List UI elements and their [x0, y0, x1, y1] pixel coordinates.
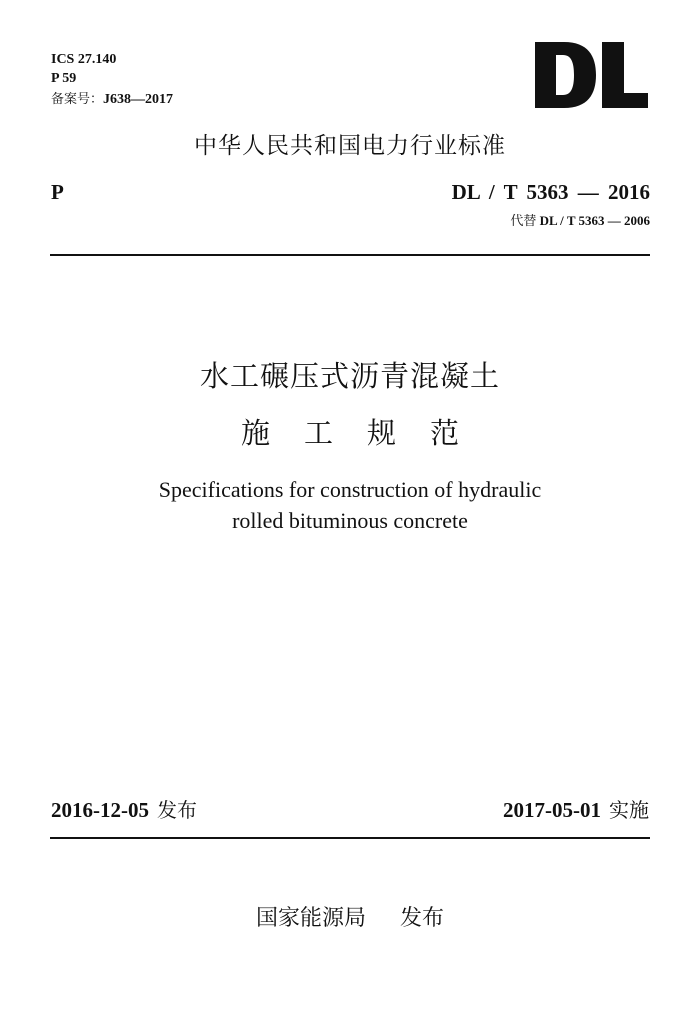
- top-divider: [50, 254, 650, 256]
- dl-logo: [530, 40, 650, 110]
- record-number: [51, 92, 173, 108]
- replaces-standard: [510, 213, 650, 230]
- implement-date-value: 2017-05-01: [503, 798, 601, 822]
- category-letter: P: [51, 180, 64, 204]
- implement-date: [503, 796, 649, 824]
- issue-date: [51, 796, 197, 824]
- bottom-divider: [50, 837, 650, 839]
- category-code: P 59: [51, 71, 77, 86]
- standard-number: DL / T 5363 — 2016: [451, 180, 650, 204]
- replaces-label: 代替: [510, 214, 537, 229]
- ics-code: ICS 27.140: [51, 52, 117, 67]
- publisher-action: 发布: [400, 906, 445, 931]
- industry-standard-title: 中华人民共和国电力行业标准: [194, 133, 506, 159]
- implement-date-label: 实施: [609, 798, 649, 822]
- publisher: [0, 904, 700, 934]
- dl-logo-d-shape: [535, 42, 596, 108]
- title-zh-line1: 水工碾压式沥青混凝土: [199, 359, 500, 393]
- dl-logo-l-shape: [602, 42, 648, 108]
- record-number-label: 备案号：: [51, 92, 104, 107]
- publisher-name: 国家能源局: [255, 906, 366, 931]
- record-number-value: J638—2017: [103, 92, 174, 107]
- title-en-line2: rolled bituminous concrete: [232, 508, 468, 533]
- title-en-line1: Specifications for construction of hydraulic: [158, 477, 542, 502]
- issue-date-value: 2016-12-05: [51, 798, 149, 822]
- replaces-number: DL / T 5363 — 2006: [536, 213, 650, 228]
- title-zh-line2: 施工规范: [240, 416, 493, 450]
- issue-date-label: 发布: [157, 798, 197, 822]
